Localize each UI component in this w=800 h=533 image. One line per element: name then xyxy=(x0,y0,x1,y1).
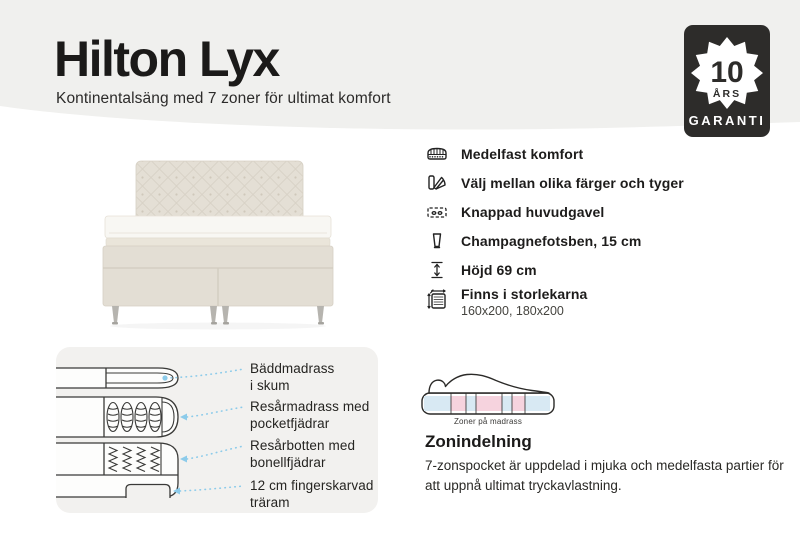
feature-row-height xyxy=(424,257,684,283)
layer-label-foam: Bäddmadrass i skum xyxy=(250,361,335,393)
sleeping-person-outline xyxy=(429,374,549,393)
mattress-layers-panel xyxy=(56,347,378,513)
feature-row-legs xyxy=(424,228,684,254)
page-title: Hilton Lyx xyxy=(54,31,279,87)
badge-years-unit: ÅRS xyxy=(712,88,742,100)
feature-label: Höjd 69 cm xyxy=(461,262,537,278)
zones-description: 7-zonspocket är uppdelad i mjuka och medelfasta partier för att uppnå ultimat tryckavlastning. xyxy=(425,458,784,493)
fabric-swatches-icon xyxy=(424,170,450,196)
feature-row-sizes xyxy=(424,286,684,326)
bed-sizes-icon xyxy=(424,286,450,312)
badge-years: 10 xyxy=(710,56,744,89)
feature-row-comfort xyxy=(424,141,684,167)
layer-label-pocket-springs: Resårmadrass med pocketfjädrar xyxy=(250,399,370,431)
feature-row-headboard xyxy=(424,199,684,225)
feature-label: Välj mellan olika färger och tyger xyxy=(461,175,684,191)
mattress-icon xyxy=(424,141,450,167)
feature-label: Medelfast komfort xyxy=(461,146,584,162)
feature-label: Knappad huvudgavel xyxy=(461,204,605,220)
guarantee-badge xyxy=(684,25,770,137)
feature-list xyxy=(424,141,684,329)
headboard-icon xyxy=(424,199,450,225)
layer-label-wooden-frame: 12 cm fingerskarvad träram xyxy=(250,478,374,510)
height-arrow-icon xyxy=(424,257,450,283)
bed-photo xyxy=(100,152,336,330)
mattress-zones-diagram xyxy=(420,364,556,416)
feature-row-fabrics xyxy=(424,170,684,196)
zones-heading: Zonindelning xyxy=(425,432,532,451)
page-subtitle: Kontinentalsäng med 7 zoner för ultimat komfort xyxy=(56,90,391,107)
feature-label: Champagnefotsben, 15 cm xyxy=(461,233,642,249)
badge-label: GARANTI xyxy=(688,113,766,128)
feature-sublabel: 160x200, 180x200 xyxy=(461,304,564,318)
bed-leg-icon xyxy=(424,228,450,254)
layer-label-bonell-springs: Resårbotten med bonellfjädrar xyxy=(250,438,356,470)
zones-caption: Zoner på madrass xyxy=(453,417,523,426)
feature-label: Finns i storlekarna xyxy=(461,286,588,302)
starburst-icon xyxy=(684,29,770,117)
